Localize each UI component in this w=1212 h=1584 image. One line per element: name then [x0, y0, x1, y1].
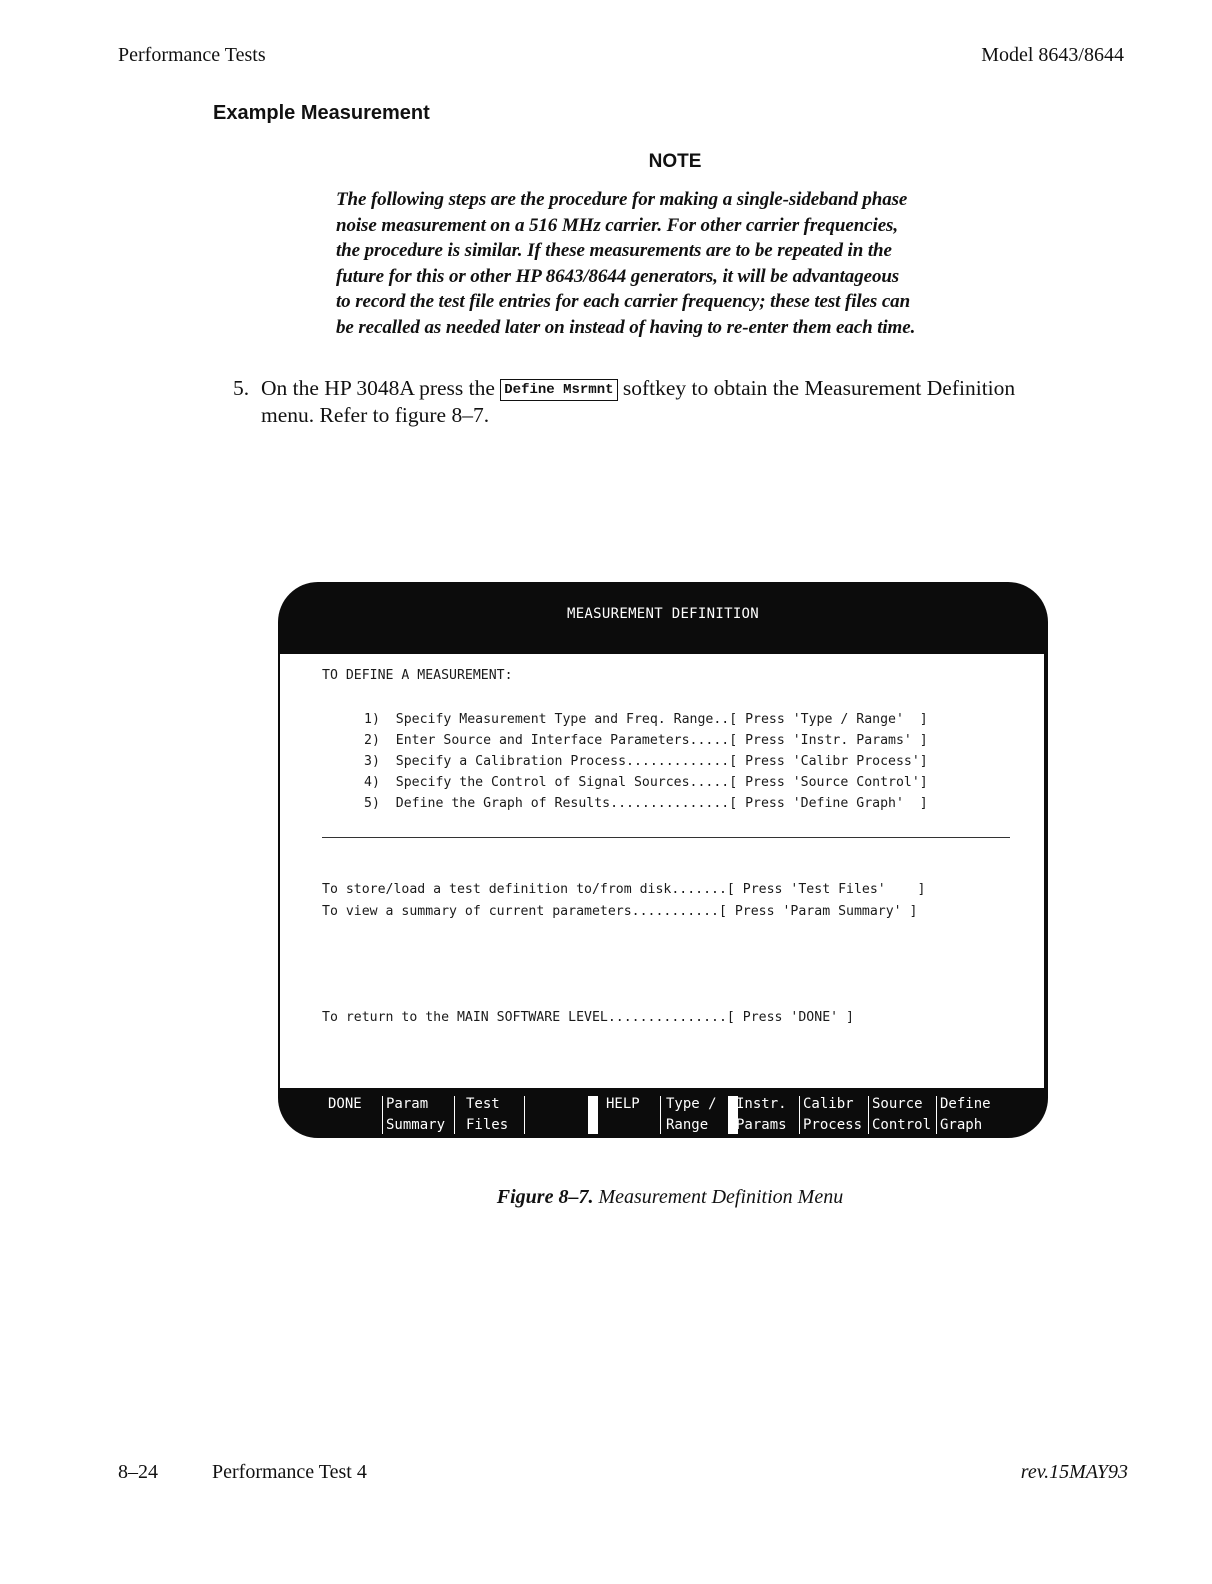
softkey-label: Process	[803, 1117, 863, 1133]
step-text-line2: menu. Refer to figure 8–7.	[261, 403, 490, 427]
step-text-before: On the HP 3048A press the	[261, 376, 495, 400]
softkey-separator	[799, 1096, 800, 1134]
softkey-bar	[278, 1088, 1048, 1138]
running-header-right: Model 8643/8644	[981, 44, 1124, 66]
softkey-label: Define	[940, 1096, 991, 1112]
softkey-blank-marker	[588, 1096, 598, 1134]
note-line: be recalled as needed later on instead of having to re-enter them each time.	[336, 316, 916, 338]
softkey-label: Params	[736, 1117, 787, 1133]
note-title: NOTE	[648, 151, 702, 172]
note-line: future for this or other HP 8643/8644 generators, it will be advantageous	[336, 265, 900, 287]
screen-return-line: To return to the MAIN SOFTWARE LEVEL...............[ Press 'DONE' ]	[322, 1010, 854, 1025]
screen-body	[280, 654, 1044, 1088]
measurement-definition-screen	[278, 582, 1048, 1138]
screen-item: 3) Specify a Calibration Process.............[ Press 'Calibr Process']	[364, 754, 928, 769]
softkey-help[interactable]: HELP	[606, 1096, 640, 1112]
note-line: noise measurement on a 516 MHz carrier. For other carrier frequencies,	[336, 214, 898, 236]
screen-item: 4) Specify the Control of Signal Sources.....[ Press 'Source Control']	[364, 775, 928, 790]
screen-item: 5) Define the Graph of Results...............[ Press 'Define Graph' ]	[364, 796, 928, 811]
softkey-separator	[660, 1096, 661, 1134]
note-line: The following steps are the procedure for making a single-sideband phase	[336, 189, 908, 210]
softkey-label: Calibr	[803, 1096, 854, 1112]
softkey-label: Control	[872, 1117, 932, 1133]
softkey-label: Type /	[666, 1096, 717, 1112]
step-text-after: softkey to obtain the Measurement Definition	[622, 376, 1016, 400]
softkey-test-files[interactable]	[466, 1094, 508, 1136]
softkey-type-range[interactable]	[666, 1094, 717, 1136]
softkey-label: Instr.	[736, 1096, 787, 1112]
screen-other-line: To store/load a test definition to/from disk.......[ Press 'Test Files' ]	[322, 882, 926, 897]
step-text	[261, 375, 1161, 429]
softkey-define-graph[interactable]	[940, 1094, 991, 1136]
footer-section: Performance Test 4	[212, 1461, 367, 1483]
softkey-separator	[936, 1096, 937, 1134]
softkey-separator	[382, 1096, 383, 1134]
note-body	[336, 187, 1016, 341]
softkey-label: Source	[872, 1096, 923, 1112]
footer-revision: rev.15MAY93	[1020, 1461, 1128, 1483]
softkey-separator	[454, 1096, 455, 1134]
softkey-source-control[interactable]	[872, 1094, 931, 1136]
define-msrmnt-softkey: Define Msrmnt	[500, 379, 617, 401]
screen-divider	[322, 837, 1010, 838]
section-title: Example Measurement	[213, 102, 430, 124]
screen-other-line: To view a summary of current parameters...........[ Press 'Param Summary' ]	[322, 904, 918, 919]
screen-item: 2) Enter Source and Interface Parameters.....[ Press 'Instr. Params' ]	[364, 733, 928, 748]
screen-title: MEASUREMENT DEFINITION	[566, 606, 760, 622]
softkey-label: Param	[386, 1096, 429, 1112]
step-number: 5.	[233, 376, 250, 400]
softkey-label: Files	[466, 1117, 509, 1133]
screen-item: 1) Specify Measurement Type and Freq. Range..[ Press 'Type / Range' ]	[364, 712, 928, 727]
softkey-label: Summary	[386, 1117, 446, 1133]
softkey-separator	[524, 1096, 525, 1134]
footer-page-number: 8–24	[118, 1461, 158, 1483]
softkey-calibr-process[interactable]	[803, 1094, 862, 1136]
figure-caption	[0, 1186, 1212, 1209]
softkey-separator	[868, 1096, 869, 1134]
figure-title: Measurement Definition Menu	[598, 1186, 844, 1208]
running-header-left: Performance Tests	[118, 44, 266, 66]
softkey-instr-params[interactable]	[736, 1094, 787, 1136]
screen-heading: TO DEFINE A MEASUREMENT:	[322, 668, 513, 683]
softkey-label: Graph	[940, 1117, 983, 1133]
figure-label: Figure 8–7.	[496, 1186, 594, 1208]
note-line: to record the test file entries for each carrier frequency; these test files can	[336, 291, 911, 313]
softkey-done[interactable]: DONE	[328, 1096, 362, 1112]
softkey-label: Test	[466, 1096, 500, 1112]
note-line: the procedure is similar. If these measurements are to be repeated in the	[336, 240, 892, 262]
softkey-label: Range	[666, 1117, 709, 1133]
softkey-param-summary[interactable]	[386, 1094, 445, 1136]
